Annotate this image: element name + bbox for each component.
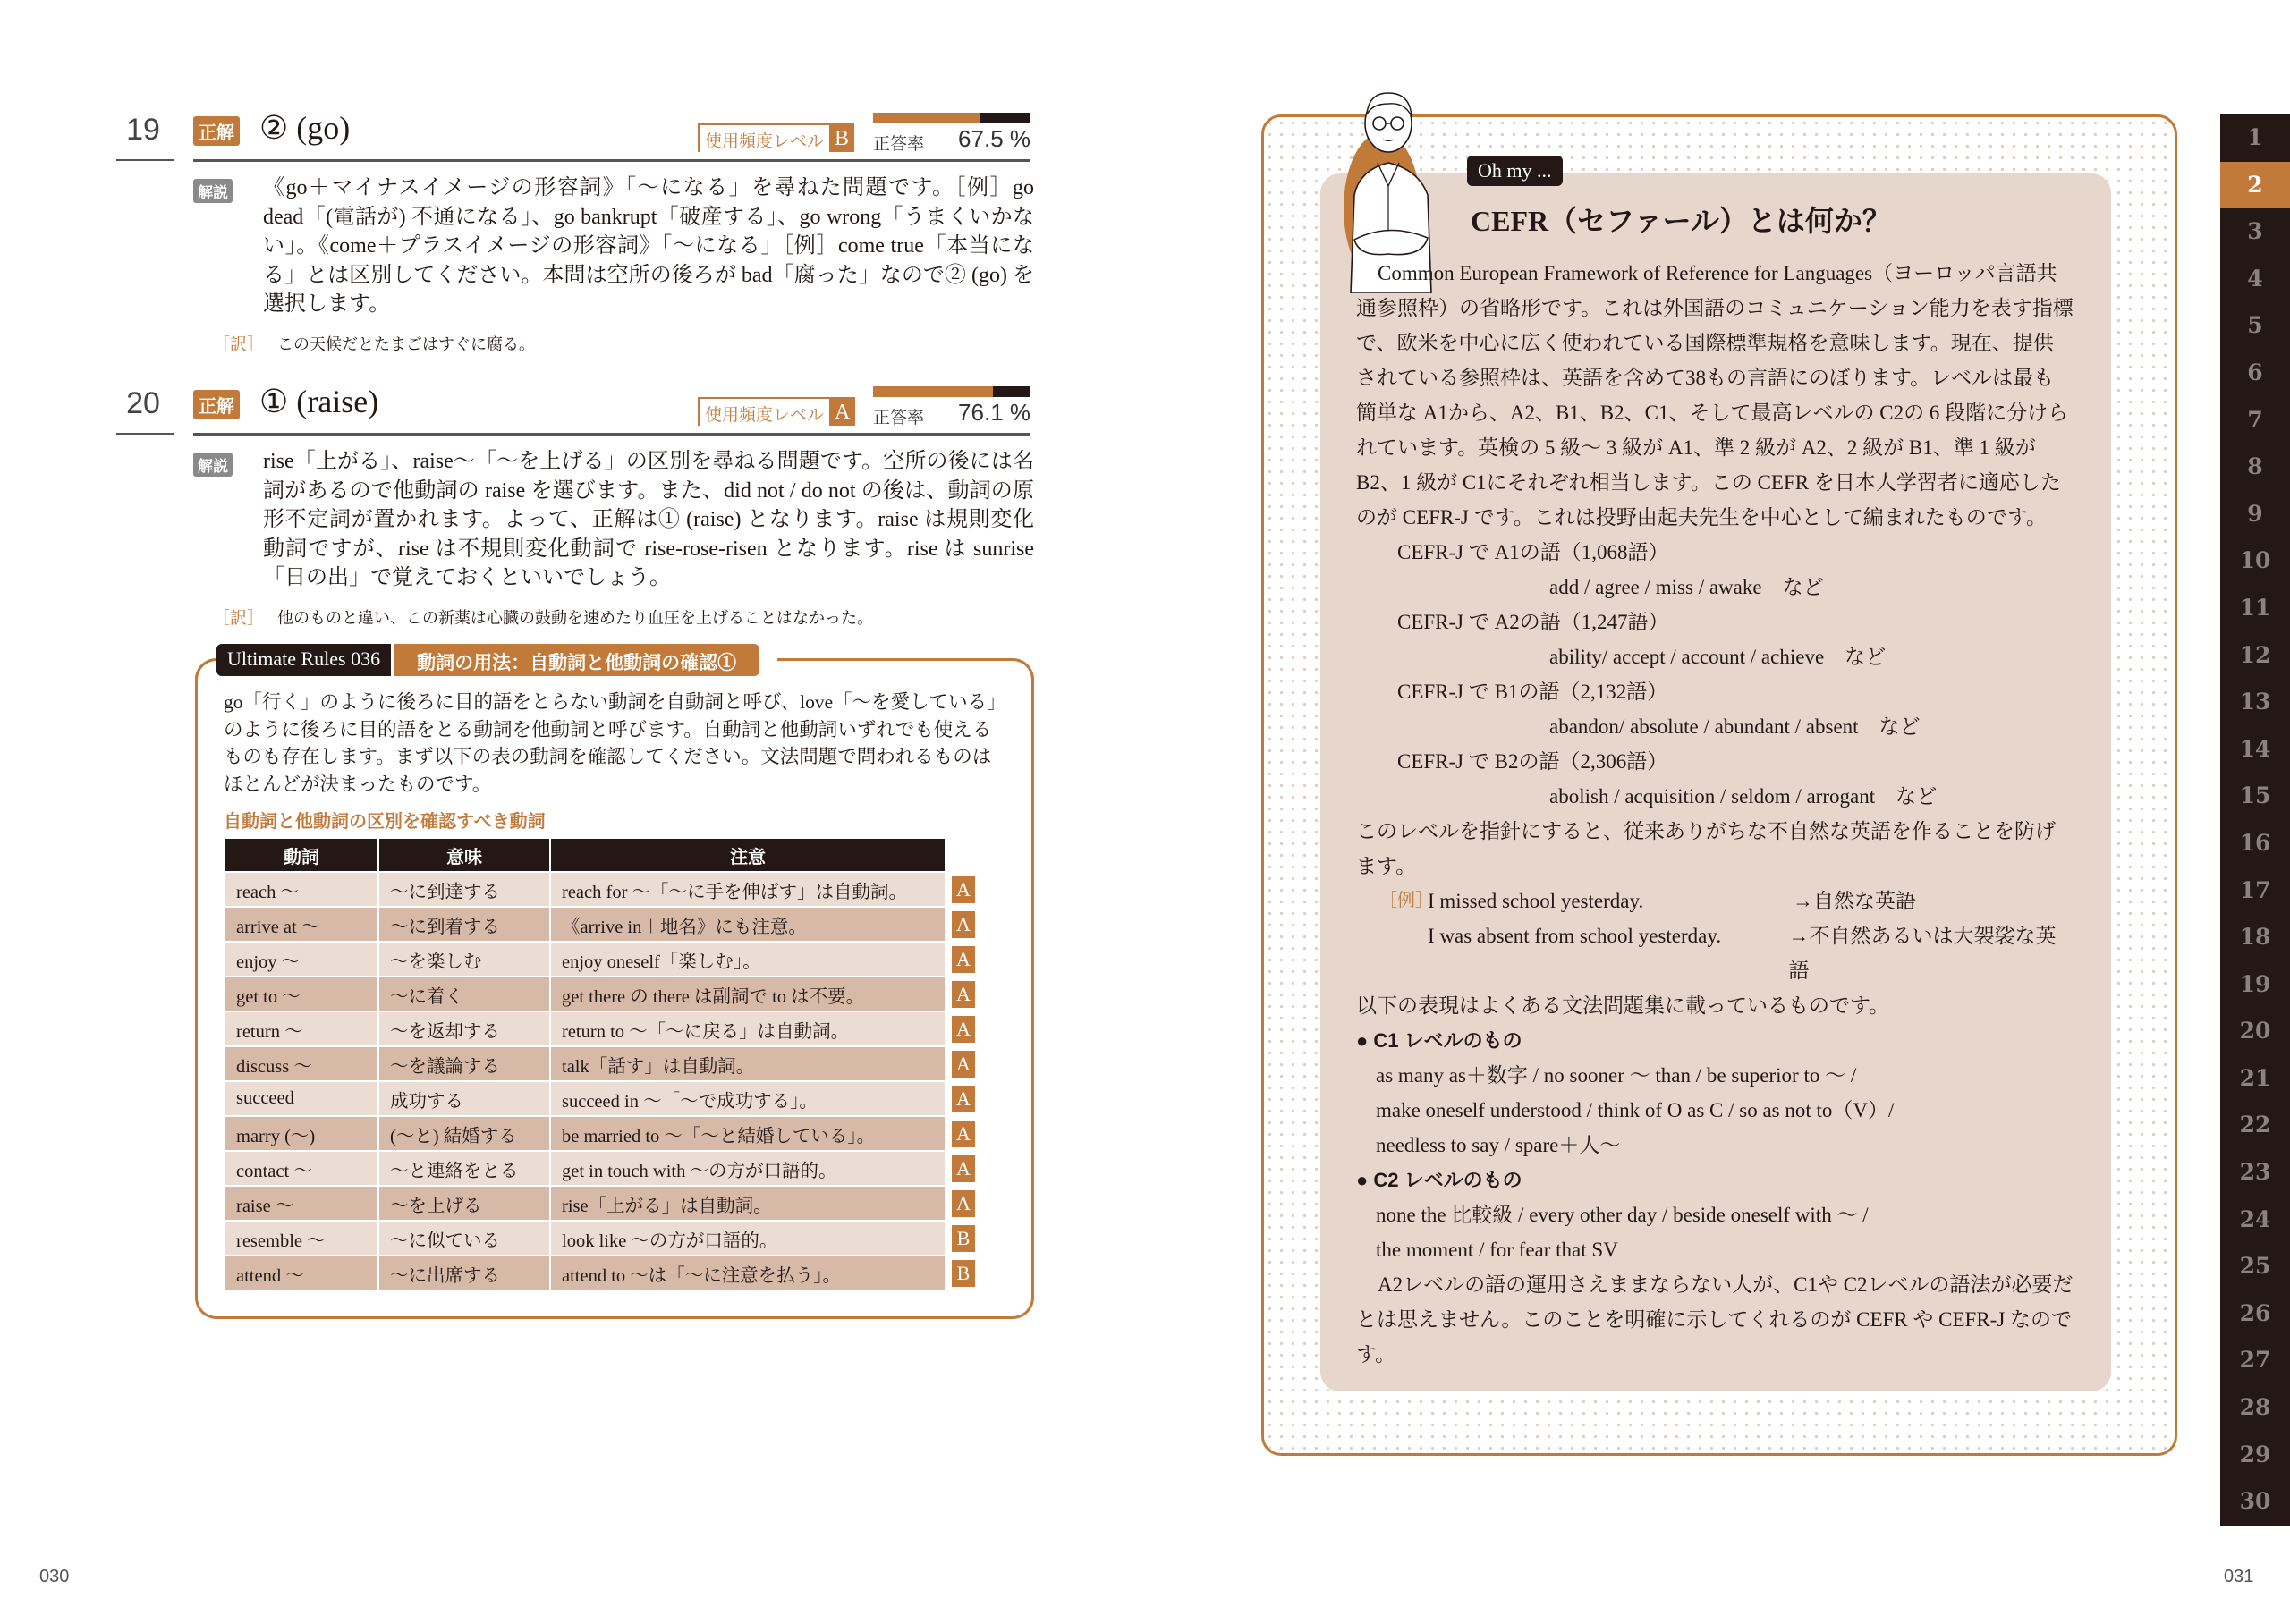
example-sentence: I was absent from school yesterday. [1428,925,1722,947]
correct-rate-bar [873,113,1030,123]
note-cell: rise「上がる」は自動詞。 [551,1187,945,1220]
level-cell [946,1117,975,1150]
table-row [225,977,975,1011]
frequency-label: 使用頻度レベル [705,132,825,151]
level-cell [946,943,975,976]
frequency-level [698,123,854,152]
meaning-cell: (～と) 結婚する [379,1117,549,1150]
example-comment: →不自然あるいは大袈裟な英語 [1788,925,2057,982]
column-header: 動詞 [225,839,377,871]
note-cell: return to ～「～に戻る」は自動詞。 [551,1012,945,1045]
table-row [225,1152,975,1185]
c2-line: none the 比較級 / every other day / beside oneself with ～ / [1376,1204,1869,1226]
chapter-tab-25[interactable]: 25 [2239,1253,2271,1280]
table-row [225,1082,975,1115]
question-number: 19 [126,113,160,147]
ultimate-rules-label: Ultimate Rules 036 [216,644,391,676]
meaning-cell: 成功する [379,1082,549,1115]
level-cell [946,1012,975,1045]
correct-rate [873,113,1030,154]
guideline-text: このレベルを指針にすると、従来ありがちな不自然な英語を作ることを防げます。 [1356,820,2056,877]
chapter-tab-11[interactable]: 11 [2239,594,2271,621]
chapter-tab-4[interactable]: 4 [2247,265,2263,292]
frequency-label: 使用頻度レベル [705,406,825,425]
table-row [225,873,975,906]
correct-rate-label: 正答率 [873,409,925,427]
chapter-tab-15[interactable]: 15 [2239,782,2271,809]
chapter-tab-23[interactable]: 23 [2239,1159,2271,1186]
chapter-tab-2[interactable]: 2 [2220,162,2290,209]
example-sentence: I missed school yesterday. [1428,890,1644,912]
chapter-tab-8[interactable]: 8 [2247,453,2263,480]
meaning-cell: ～に到着する [379,908,549,941]
level-badge: A [952,1016,975,1043]
ultimate-rules-title: 動詞の用法：自動詞と他動詞の確認① [394,644,759,676]
level-badge: A [952,981,975,1008]
note-cell: get in touch with ～の方が口語的。 [551,1152,945,1185]
chapter-tab-28[interactable]: 28 [2239,1394,2271,1421]
column-intro: Common European Framework of Reference for Languages（ヨーロッパ言語共通参照枠）の省略形です。これは外国語のコミュニケーション能力を表す指標で、欧米を中心に広く使われている国際標準規格を意味します。現在、提供されている参照枠は、英語を含めて38もの言語にのぼります。レベルは最も簡単な A1から、A2、B1、B2、C1、そして最高レベルの C2の 6 段階に分けられています。英検の 5 級～ 3 級が A1、準 2 級が A2、2 級が B1、準 1 級が B2、1 級が C1にそれぞれ相当します。この CEFR を日本人学習者に適応したのが CEFR-J です。これは投野由起夫先生を中心として編まれたものです。 [1356,262,2074,529]
question-20-header [116,386,1029,440]
level-badge: A [952,1121,975,1147]
divider [116,159,174,161]
note-cell: enjoy oneself「楽しむ」。 [551,943,945,976]
example-row [1356,884,2074,918]
ultimate-rules-header [216,644,777,676]
level-cell [946,1152,975,1185]
verb-table [224,837,977,1291]
chapter-tab-9[interactable]: 9 [2247,500,2263,527]
correct-rate [873,386,1030,427]
page-number: 030 [39,1567,70,1586]
chapter-tab-29[interactable]: 29 [2239,1441,2271,1468]
chapter-tab-7[interactable]: 7 [2247,406,2263,433]
column-header: 注意 [551,839,945,871]
meaning-cell: ～を返却する [379,1012,549,1045]
c1-line: as many as＋数字 / no sooner ～ than / be superior to ～ / [1376,1064,1857,1087]
correct-rate-bar [873,386,1030,397]
translation-tag: ［訳］ [213,609,265,628]
correct-rate-fill [873,113,980,123]
level-cell [946,908,975,941]
chapter-tab-16[interactable]: 16 [2239,829,2271,856]
meaning-cell: ～に似ている [379,1222,549,1255]
table-row [225,1222,975,1255]
level-column [946,839,975,871]
c2-heading: ● C2 レベルのもの [1356,1169,1522,1191]
level-examples: add / agree / miss / awake など [1549,576,1824,598]
table-row [225,1187,975,1220]
level-examples: abolish / acquisition / seldom / arrogant など [1549,785,1938,808]
level-badge: B [952,1225,975,1252]
translation-text: 他のものと違い、この新薬は心臓の鼓動を速めたり血圧を上げることはなかった。 [277,609,874,627]
explanation-tag: 解説 [193,179,233,203]
level-badge: A [952,946,975,973]
level-badge: A [952,1155,975,1182]
example-tag: ［例］ [1379,891,1433,910]
level-cell [946,1256,975,1290]
answer: ① (raise) [259,384,379,419]
level-label: CEFR-J で B1の語（2,132語） [1397,681,1668,703]
meaning-cell: ～に着く [379,977,549,1011]
conclusion-text: A2レベルの語の運用さえままならない人が、C1や C2レベルの語法が必要だとは思えません。このことを明確に示してくれるのが CEFR や CEFR-J なのです。 [1356,1273,2074,1366]
meaning-cell: ～を上げる [379,1187,549,1220]
correct-rate-fill [873,386,993,397]
verb-cell: attend ～ [225,1256,377,1290]
verb-cell: get to ～ [225,977,377,1011]
meaning-cell: ～と連絡をとる [379,1152,549,1185]
column-tag: Oh my ... [1467,156,1563,186]
chapter-tab-18[interactable]: 18 [2239,924,2271,951]
note-cell: reach for ～「～に手を伸ばす」は自動詞。 [551,873,945,906]
frequency-level-value: A [829,399,855,426]
column-header: 意味 [379,839,549,871]
c2-line: the moment / for fear that SV [1376,1239,1618,1261]
correct-rate-value: 76.1 % [958,399,1030,426]
ultimate-rules-body: go「行く」のように後ろに目的語をとらない動詞を自動詞と呼び、love「～を愛している」のように後ろに目的語をとる動詞を他動詞と呼びます。自動詞と他動詞いずれでも使えるものも存在します。まず以下の表の動詞を確認してください。文法問題で問われるものはほとんどが決まったものです。 [224,691,997,795]
table-row [225,1256,975,1290]
level-examples: ability/ accept / account / achieve など [1549,646,1887,668]
note-cell: be married to ～「～と結婚している」。 [551,1117,945,1150]
correct-rate-value: 67.5 % [958,125,1030,152]
table-row [225,1012,975,1045]
table-row [225,1117,975,1150]
chapter-tab-14[interactable]: 14 [2239,735,2271,762]
verb-cell: resemble ～ [225,1222,377,1255]
level-badge: A [952,876,975,903]
note-cell: succeed in ～「～で成功する」。 [551,1082,945,1115]
level-cell [946,977,975,1011]
translation [213,331,535,355]
c1-line: needless to say / spare＋人～ [1376,1134,1621,1156]
level-cell [946,1082,975,1115]
chapter-tab-27[interactable]: 27 [2239,1347,2271,1374]
level-cell [946,1187,975,1220]
divider [116,433,174,435]
chapter-tab-5[interactable]: 5 [2247,312,2263,339]
page-number: 031 [2224,1567,2254,1586]
verb-cell: reach ～ [225,873,377,906]
level-badge: A [952,1051,975,1078]
verb-cell: return ～ [225,1012,377,1045]
note-cell: look like ～の方が口語的。 [551,1222,945,1255]
frequency-level-value: B [829,125,854,152]
note-cell: get there の there は副詞で to は不要。 [551,977,945,1011]
chapter-tab-3[interactable]: 3 [2247,218,2263,245]
level-label: CEFR-J で A2の語（1,247語） [1397,611,1669,633]
column-body [1356,256,2074,1372]
level-badge: A [952,1190,975,1217]
lead-text: 以下の表現はよくある文法問題集に載っているものです。 [1356,994,1890,1017]
frequency-level [698,397,855,426]
chapter-tab-12[interactable]: 12 [2239,641,2271,668]
meaning-cell: ～に到達する [379,873,549,906]
chapter-tab-22[interactable]: 22 [2239,1112,2271,1138]
c1-heading: ● C1 レベルのもの [1356,1029,1522,1052]
chapter-tab-6[interactable]: 6 [2247,359,2263,385]
translation-text: この天候だとたまごはすぐに腐る。 [277,335,536,353]
chapter-tab-13[interactable]: 13 [2239,689,2271,715]
verb-cell: raise ～ [225,1187,377,1220]
question-19-header [116,110,1030,166]
divider [193,433,1030,436]
chapter-tab-1[interactable]: 1 [2247,124,2263,150]
note-cell: 《arrive in＋地名》にも注意。 [551,908,945,941]
table-row [225,943,975,976]
level-cell [946,1047,975,1080]
level-badge: B [952,1260,975,1287]
c1-line: make oneself understood / think of O as C / so as not to（V）/ [1376,1099,1895,1121]
correct-badge: 正解 [193,116,240,146]
chapter-tab-21[interactable]: 21 [2239,1064,2271,1091]
translation-tag: ［訳］ [213,335,265,354]
level-label: CEFR-J で A1の語（1,068語） [1397,541,1669,563]
chapter-tab-19[interactable]: 19 [2239,970,2271,997]
level-cell [946,873,975,906]
correct-rate-label: 正答率 [873,135,925,154]
chapter-tab-30[interactable]: 30 [2239,1488,2271,1515]
chapter-tab-26[interactable]: 26 [2239,1299,2271,1326]
chapter-tab-17[interactable]: 17 [2239,876,2271,903]
divider [193,159,1030,162]
verb-cell: arrive at ～ [225,908,377,941]
table-title: 自動詞と他動詞の区別を確認すべき動詞 [224,812,546,832]
correct-badge: 正解 [193,390,240,419]
chapter-index-tabs [2220,114,2290,1526]
question-number: 20 [126,386,160,420]
example-row [1356,918,2074,988]
verb-cell: contact ～ [225,1152,377,1185]
answer: ② (go) [259,110,351,146]
verb-cell: marry (～) [225,1117,377,1150]
translation [213,605,873,629]
level-badge: A [952,1086,975,1112]
column-title: CEFR（セファール）とは何か？ [1471,205,1891,237]
table-row [225,1047,975,1080]
meaning-cell: ～を議論する [379,1047,549,1080]
example-comment: →自然な英語 [1793,890,1916,912]
verb-cell: enjoy ～ [225,943,377,976]
explanation-tag: 解説 [193,453,233,477]
note-cell: talk「話す」は自動詞。 [551,1047,945,1080]
level-label: CEFR-J で B2の語（2,306語） [1397,750,1668,773]
meaning-cell: ～を楽しむ [379,943,549,976]
chapter-tab-10[interactable]: 10 [2239,547,2271,574]
explanation-text: rise「上がる」、raise～「～を上げる」の区別を尋ねる問題です。空所の後には名詞があるので他動詞の raise を選びます。また、did not / do not の後は、動詞の原形不定詞が置かれます。よって、正解は① (raise) となります。raise は規則変化動詞ですが、rise は不規則変化動詞で rise-rose-risen となります。rise は sunrise「日の出」で覚えておくといいでしょう。 [263,450,1034,589]
level-examples: abandon/ absolute / abundant / absent など [1549,715,1921,738]
level-badge: A [952,911,975,938]
note-cell: attend to ～は「～に注意を払う」。 [551,1256,945,1290]
table-row [225,908,975,941]
chapter-tab-20[interactable]: 20 [2239,1018,2271,1045]
verb-cell: discuss ～ [225,1047,377,1080]
verb-cell: succeed [225,1082,377,1115]
explanation-text: 《go＋マイナスイメージの形容詞》「～になる」を尋ねた問題です。［例］go dead「(電話が) 不通になる」、go bankrupt「破産する」、go wrong「うまくいかない」。《come＋プラスイメージの形容詞》「～になる」［例］come true「本当になる」とは区別してください。本問は空所の後ろが bad「腐った」なので② (go) を選択します。 [263,176,1034,316]
chapter-tab-24[interactable]: 24 [2239,1205,2271,1232]
level-cell [946,1222,975,1255]
meaning-cell: ～に出席する [379,1256,549,1290]
